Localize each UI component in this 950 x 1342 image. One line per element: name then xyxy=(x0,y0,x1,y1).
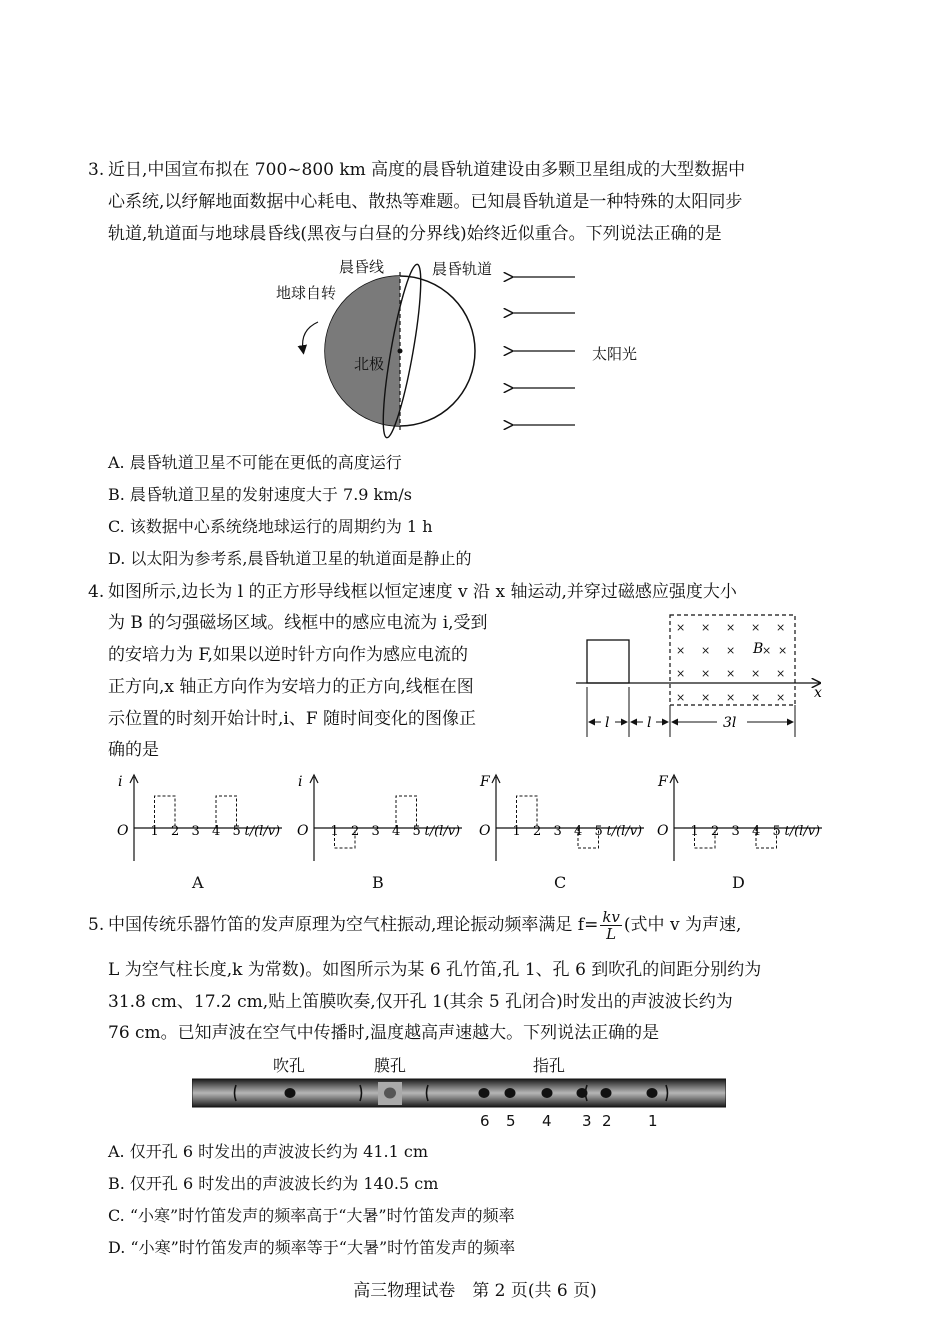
graph-tick-label: 5 xyxy=(232,824,241,839)
svg-text:×: × xyxy=(676,691,686,704)
magnetic-field-figure xyxy=(572,605,832,745)
graph-axis-label: F xyxy=(658,774,668,790)
axis-label-x: x xyxy=(814,685,822,701)
graph-tick-label: 3 xyxy=(191,824,200,839)
graph-tick-label: 3 xyxy=(731,824,740,839)
graph-tick-label: 3 xyxy=(371,824,380,839)
fraction-numerator: kv xyxy=(602,908,620,926)
graph-tick-label: 2 xyxy=(711,824,720,839)
formula-fraction xyxy=(600,909,622,942)
blow-hole-label: 吹孔 xyxy=(273,1056,306,1075)
graph-tick-label: 5 xyxy=(772,824,781,839)
svg-text:×: × xyxy=(751,621,761,634)
hole-number: 1 xyxy=(648,1112,658,1130)
question-number: 5. xyxy=(88,915,105,935)
rotation-label: 地球自转 xyxy=(276,284,337,302)
svg-text:×: × xyxy=(776,621,786,634)
fraction-denominator: L xyxy=(606,925,617,943)
answer-graph xyxy=(112,773,292,868)
graph-option-label: C xyxy=(554,873,567,892)
graph-origin: O xyxy=(297,823,309,839)
question-text-line xyxy=(108,908,741,942)
blow-hole xyxy=(285,1088,296,1098)
finger-holes-label: 指孔 xyxy=(533,1056,566,1075)
svg-text:×: × xyxy=(676,667,686,680)
svg-text:×: × xyxy=(762,644,772,657)
rotation-arrow xyxy=(303,322,318,350)
answer-graph xyxy=(292,773,472,868)
graph-tick-label: 2 xyxy=(533,824,542,839)
graph-tick-label: 1 xyxy=(150,824,159,839)
option-b: B. 晨昏轨道卫星的发射速度大于 7.9 km/s xyxy=(108,485,413,504)
answer-graph xyxy=(474,773,654,868)
option-a: A. 晨昏轨道卫星不可能在更低的高度运行 xyxy=(108,453,402,472)
option-b: B. 仅开孔 6 时发出的声波波长约为 140.5 cm xyxy=(108,1174,439,1193)
question-text-line: 正方向,x 轴正方向作为安培力的正方向,线框在图 xyxy=(108,677,474,697)
graph-tick-label: 1 xyxy=(330,824,339,839)
question-text-line: 确的是 xyxy=(108,740,159,760)
dim-label: 3l xyxy=(723,715,737,731)
svg-text:×: × xyxy=(676,621,686,634)
page-footer: 高三物理试卷 第 2 页(共 6 页) xyxy=(353,1281,597,1301)
question-text-line: 的安培力为 F,如果以逆时针方向作为感应电流的 xyxy=(108,645,468,665)
svg-text:×: × xyxy=(676,644,686,657)
question-text-line: 为 B 的匀强磁场区域。线框中的感应电流为 i,受到 xyxy=(108,613,488,633)
question-number: 4. xyxy=(88,582,105,602)
question-text-line: 心系统,以纾解地面数据中心耗电、散热等难题。已知晨昏轨道是一种特殊的太阳同步 xyxy=(108,192,743,212)
svg-text:×: × xyxy=(701,644,711,657)
membrane-hole-label: 膜孔 xyxy=(374,1056,407,1075)
option-d: D. 以太阳为参考系,晨昏轨道卫星的轨道面是静止的 xyxy=(108,549,472,568)
svg-text:×: × xyxy=(726,667,736,680)
hole-number: 2 xyxy=(602,1112,612,1130)
graph-axis-label: i xyxy=(298,774,303,790)
svg-text:×: × xyxy=(701,621,711,634)
svg-text:×: × xyxy=(726,691,736,704)
terminator-label: 晨昏线 xyxy=(339,258,385,276)
graph-tick-label: 2 xyxy=(351,824,360,839)
pole-dot xyxy=(398,349,403,354)
graph-tick-label: 3 xyxy=(553,824,562,839)
svg-text:×: × xyxy=(751,691,761,704)
square-loop xyxy=(587,640,629,683)
graph-tick-label: 4 xyxy=(574,824,583,839)
field-crosses xyxy=(676,621,787,704)
graph-t-label: t/(l/v) xyxy=(606,824,643,839)
graph-origin: O xyxy=(117,823,129,839)
hole-number: 5 xyxy=(506,1112,516,1130)
question-text-line: 轨道,轨道面与地球晨昏线(黑夜与白昼的分界线)始终近似重合。下列说法正确的是 xyxy=(108,224,722,244)
membrane-hole xyxy=(384,1088,396,1099)
graph-origin: O xyxy=(479,823,491,839)
svg-text:×: × xyxy=(726,621,736,634)
graph-tick-label: 4 xyxy=(752,824,761,839)
graph-tick-label: 1 xyxy=(690,824,699,839)
question-text-line: 76 cm。已知声波在空气中传播时,温度越高声速越大。下列说法正确的是 xyxy=(108,1023,660,1043)
dim-label: l xyxy=(605,715,610,731)
dim-label: l xyxy=(647,715,652,731)
question-number: 3. xyxy=(88,160,105,180)
graph-axis-label: i xyxy=(118,774,123,790)
text-part: (式中 v 为声速, xyxy=(623,915,742,935)
graph-tick-label: 5 xyxy=(594,824,603,839)
svg-text:×: × xyxy=(701,667,711,680)
field-label-B: B xyxy=(753,641,764,657)
graph-t-label: t/(l/v) xyxy=(424,824,461,839)
graph-t-label: t/(l/v) xyxy=(784,824,821,839)
graph-tick-label: 2 xyxy=(171,824,180,839)
graph-tick-label: 5 xyxy=(412,824,421,839)
option-c: C. 该数据中心系统绕地球运行的周期约为 1 h xyxy=(108,517,433,536)
svg-text:×: × xyxy=(751,667,761,680)
hole-number: 6 xyxy=(480,1112,490,1130)
svg-text:×: × xyxy=(776,691,786,704)
svg-text:×: × xyxy=(776,667,786,680)
sunlight-label: 太阳光 xyxy=(592,345,638,363)
hole-number: 3 xyxy=(582,1112,592,1130)
option-a: A. 仅开孔 6 时发出的声波波长约为 41.1 cm xyxy=(108,1142,429,1161)
graph-tick-label: 1 xyxy=(512,824,521,839)
text-part: 中国传统乐器竹笛的发声原理为空气柱振动,理论振动频率满足 f= xyxy=(108,915,599,935)
graph-t-label: t/(l/v) xyxy=(244,824,281,839)
graph-option-label: A xyxy=(192,873,204,892)
svg-text:×: × xyxy=(726,644,736,657)
option-c: C. “小寒”时竹笛发声的频率高于“大暑”时竹笛发声的频率 xyxy=(108,1206,515,1225)
answer-graph xyxy=(652,773,832,868)
graph-tick-label: 4 xyxy=(212,824,221,839)
option-d: D. “小寒”时竹笛发声的频率等于“大暑”时竹笛发声的频率 xyxy=(108,1238,516,1257)
question-text-line: 31.8 cm、17.2 cm,贴上笛膜吹奏,仅开孔 1(其余 5 孔闭合)时发出的声波波长约为 xyxy=(108,992,733,1012)
question-text-line: 近日,中国宣布拟在 700~800 km 高度的晨昏轨道建设由多颗卫星组成的大型数据中 xyxy=(108,160,746,180)
graph-axis-label: F xyxy=(480,774,490,790)
question-text-line: 示位置的时刻开始计时,i、F 随时间变化的图像正 xyxy=(108,709,477,729)
hole-number: 4 xyxy=(542,1112,552,1130)
question-text-line: 如图所示,边长为 l 的正方形导线框以恒定速度 v 沿 x 轴运动,并穿过磁感应强度大小 xyxy=(108,582,737,602)
svg-text:×: × xyxy=(778,644,788,657)
orbit-label: 晨昏轨道 xyxy=(432,260,493,278)
question-text-line: L 为空气柱长度,k 为常数)。如图所示为某 6 孔竹笛,孔 1、孔 6 到吹孔的间距分别约为 xyxy=(108,960,762,980)
svg-text:×: × xyxy=(701,691,711,704)
graph-tick-label: 4 xyxy=(392,824,401,839)
graph-option-label: D xyxy=(732,873,745,892)
pole-label: 北极 xyxy=(354,355,385,373)
flute-figure xyxy=(192,1074,726,1114)
graph-option-label: B xyxy=(372,873,384,892)
graph-origin: O xyxy=(657,823,669,839)
